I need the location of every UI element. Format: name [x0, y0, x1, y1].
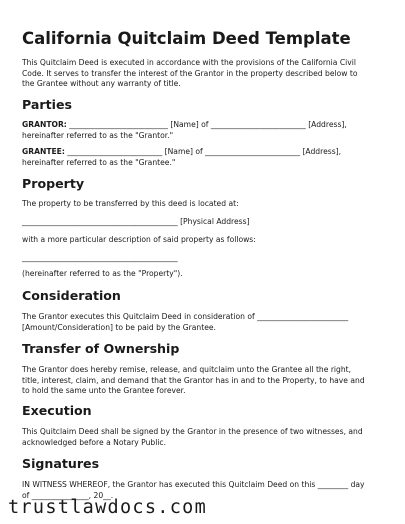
execution-line: acknowledged before a Notary Public.: [22, 437, 167, 447]
execution-paragraph: [22, 427, 388, 448]
document-title: California Quitclaim Deed Template: [22, 29, 351, 48]
property-address-line: _________________________________________ [Physical Address]: [22, 217, 250, 226]
watermark-logo-text: trustlawdocs.com: [8, 497, 208, 518]
signatures-line: IN WITNESS WHEREOF, the Grantor has executed this Quitclaim Deed on this ________ day: [22, 480, 365, 489]
signatures-heading: Signatures: [22, 456, 100, 471]
property-location-text: The property to be transferred by this deed is located at:: [22, 199, 239, 208]
consideration-line: The Grantor executes this Quitclaim Deed in consideration of ________________________: [22, 312, 349, 321]
parties-heading: Parties: [22, 97, 72, 112]
grantor-line: [22, 120, 388, 131]
intro-line: Code. It serves to transfer the interest of the Grantor in the property described below to: [22, 68, 358, 78]
grantee-line: [22, 147, 388, 158]
grantee-reference: hereinafter referred to as the "Grantee.": [22, 157, 176, 167]
signatures-line: of _______________, 20__.: [22, 490, 114, 500]
transfer-line: The Grantor does hereby remise, release, and quitclaim unto the Grantee all the right,: [22, 365, 352, 374]
transfer-heading: Transfer of Ownership: [22, 341, 180, 356]
consideration-heading: Consideration: [22, 288, 121, 303]
grantee-paragraph: [22, 147, 388, 168]
consideration-line: [Amount/Consideration] to be paid by the Grantee.: [22, 322, 216, 332]
property-description-text: with a more particular description of said property as follows:: [22, 235, 256, 244]
property-reference-text: (hereinafter referred to as the "Property").: [22, 269, 183, 278]
property-heading: Property: [22, 176, 85, 191]
transfer-paragraph: [22, 365, 388, 397]
consideration-paragraph: [22, 312, 388, 333]
property-description-line: _________________________________________: [22, 253, 178, 262]
execution-heading: Execution: [22, 403, 92, 418]
grantor-paragraph: [22, 120, 388, 141]
grantor-label: GRANTOR:: [22, 120, 67, 129]
intro-line: the Grantee without any warranty of title.: [22, 79, 181, 89]
transfer-line: to hold the same unto the Grantee forever.: [22, 386, 186, 396]
execution-line: This Quitclaim Deed shall be signed by the Grantor in the presence of two witnesses, and: [22, 427, 363, 436]
grantee-label: GRANTEE:: [22, 147, 65, 156]
grantee-fill-text: _________________________ [Name] of _________________________ [Address],: [64, 147, 342, 156]
intro-line: This Quitclaim Deed is executed in accordance with the provisions of the California Civil: [22, 58, 356, 67]
grantor-reference: hereinafter referred to as the "Grantor.": [22, 130, 174, 140]
grantor-fill-text: __________________________ [Name] of _________________________ [Address],: [66, 120, 347, 129]
intro-paragraph: [22, 58, 388, 90]
transfer-line: title, interest, claim, and demand that the Grantor has in and to the Property, to have and: [22, 375, 365, 385]
